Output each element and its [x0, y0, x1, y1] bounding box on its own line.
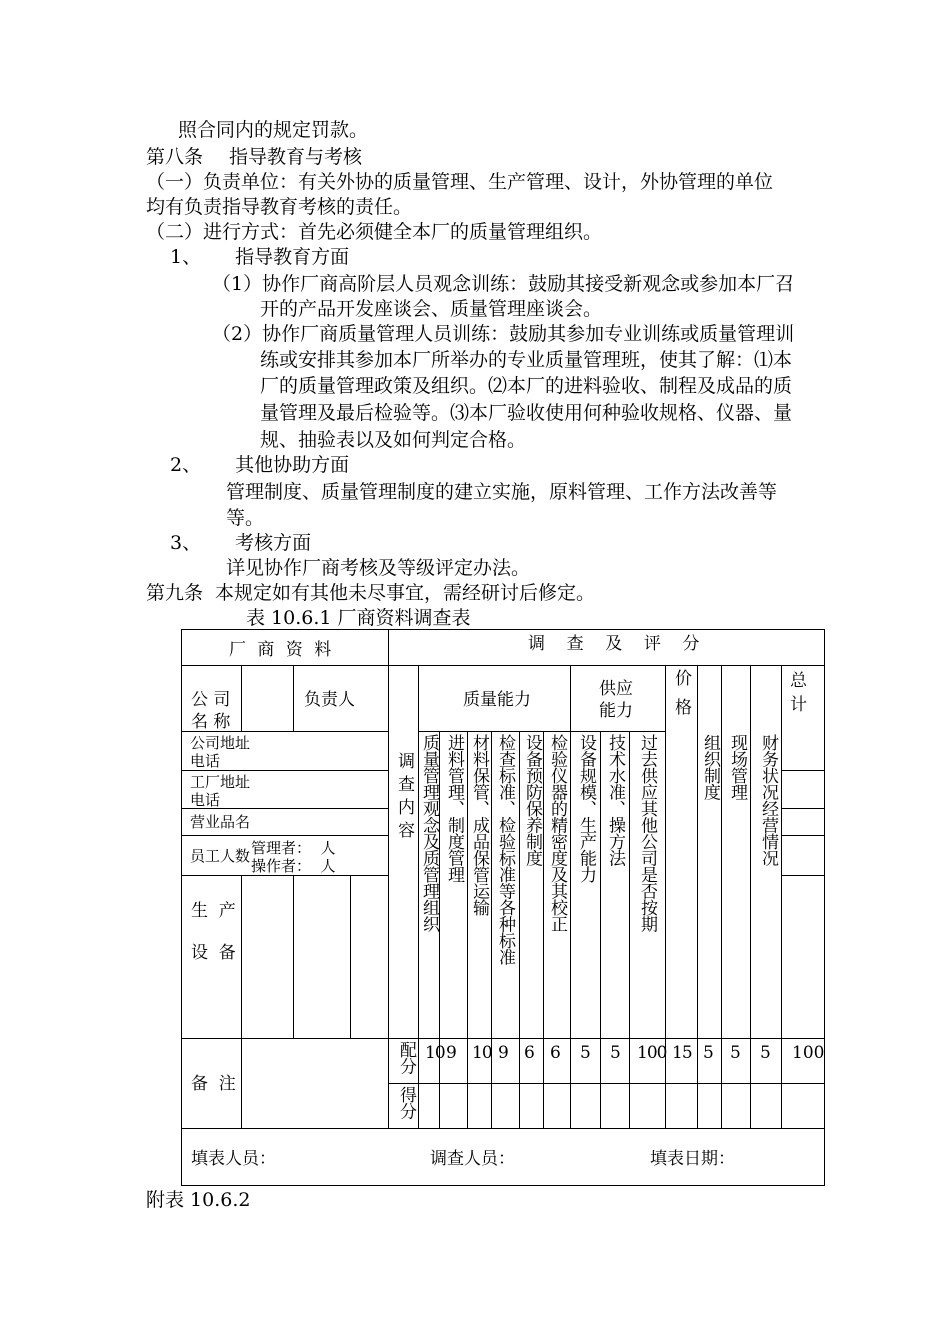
paragraph-line: 均有负责指导教育考核的责任。 — [146, 196, 413, 218]
operators-label: 操作者： 人 — [251, 857, 336, 875]
survey-content-label: 调查内容 — [394, 752, 414, 844]
paragraph-line: （2）协作厂商质量管理人员训练：鼓励其参加专业训练或质量管理训 — [212, 323, 795, 345]
survey-item: 材料保管、成品保管运输 — [469, 734, 489, 916]
score-value: 5 — [703, 1043, 714, 1063]
owner-label: 负责人 — [304, 690, 355, 710]
section-number: 1、 — [170, 246, 202, 268]
paragraph-line: 详见协作厂商考核及等级评定办法。 — [226, 557, 531, 579]
factory-address-label: 工厂地址 电话 — [190, 773, 251, 809]
survey-item: 设备预防保养制度 — [522, 734, 542, 866]
paragraph-line: 练或安排其参加本厂所举办的专业质量管理班，使其了解：⑴本 — [260, 349, 793, 371]
staff-count-label: 员工人数 — [190, 847, 251, 865]
article-number: 第九条 — [146, 582, 204, 604]
score-value: 10 — [472, 1043, 492, 1063]
survey-item: 过去供应其他公司是否按期 — [637, 734, 657, 932]
section-title: 指导教育方面 — [235, 246, 350, 268]
price-header: 价格 — [671, 669, 691, 727]
survey-item: 现场管理 — [727, 734, 747, 800]
paragraph-line: 管理制度、质量管理制度的建立实施，原料管理、工作方法改善等 — [226, 481, 778, 503]
survey-item: 组织制度 — [700, 734, 720, 800]
paragraph-line: 规、抽验表以及如何判定合格。 — [260, 429, 527, 451]
survey-item: 进料管理、制度管理 — [444, 734, 464, 883]
paragraph-line: 照合同内的规定罚款。 — [178, 119, 369, 141]
section-title: 考核方面 — [235, 532, 312, 554]
investigator-label: 调查人员： — [430, 1149, 515, 1169]
score-value: 100 — [792, 1043, 825, 1063]
paragraph-line: （一）负责单位：有关外协的质量管理、生产管理、设计，外协管理的单位 — [146, 171, 774, 193]
score-value: 9 — [498, 1043, 509, 1063]
paragraph-line: 厂的质量管理政策及组织。⑵本厂的进料验收、制程及成品的质 — [260, 375, 793, 397]
paragraph-line: 开的产品开发座谈会、质量管理座谈会。 — [260, 298, 603, 320]
paragraph-line: （1）协作厂商高阶层人员观念训练：鼓励其接受新观念或参加本厂召 — [212, 273, 795, 295]
table-caption: 表 10.6.1 厂商资料调查表 — [246, 607, 471, 629]
survey-item: 设备规模、生产能力 — [576, 734, 596, 883]
equipment-label: 设 备 — [191, 943, 236, 963]
company-name-label: 公 司 名 称 — [191, 690, 231, 732]
article-text: 本规定如有其他未尽事宜，需经研讨后修定。 — [215, 582, 596, 604]
got-score-row-label: 得分 — [396, 1086, 416, 1119]
score-value: 5 — [610, 1043, 621, 1063]
business-items-label: 营业品名 — [190, 813, 251, 831]
survey-item: 财务状况经营情况 — [758, 734, 778, 866]
score-value: 6 — [524, 1043, 535, 1063]
survey-item: 技术水准、操方法 — [605, 734, 625, 866]
paragraph-line: （二）进行方式：首先必须健全本厂的质量管理组织。 — [146, 221, 603, 243]
article-number: 第八条 — [146, 146, 204, 168]
section-number: 2、 — [170, 454, 202, 476]
survey-item: 检验仪器的精密度及其校正 — [547, 734, 567, 932]
equipment-label: 生 产 — [191, 901, 236, 921]
supply-ability-header: 供应 能力 — [599, 679, 633, 721]
filler-label: 填表人员： — [191, 1149, 276, 1169]
quality-ability-header: 质量能力 — [463, 690, 531, 710]
score-value: 6 — [550, 1043, 561, 1063]
score-value: 5 — [760, 1043, 771, 1063]
survey-item: 检查标准、检验标准等各种标准 — [495, 734, 515, 965]
managers-label: 管理者： 人 — [251, 839, 336, 857]
section-number: 3、 — [170, 532, 202, 554]
vendor-info-header: 厂 商 资 料 — [229, 640, 335, 660]
score-value: 9 — [446, 1043, 457, 1063]
appendix-label: 附表 10.6.2 — [146, 1189, 251, 1211]
score-value: 5 — [730, 1043, 741, 1063]
total-header: 总 计 — [790, 671, 807, 715]
remarks-label: 备 注 — [191, 1074, 236, 1094]
score-value: 15 — [672, 1043, 692, 1063]
score-value: 10 — [425, 1043, 445, 1063]
paragraph-line: 量管理及最后检验等。⑶本厂验收使用何种验收规格、仪器、量 — [260, 402, 793, 424]
paragraph-line: 等。 — [226, 507, 265, 529]
article-title: 指导教育与考核 — [229, 146, 363, 168]
fill-date-label: 填表日期： — [650, 1149, 735, 1169]
section-title: 其他协助方面 — [235, 454, 350, 476]
score-value: 5 — [580, 1043, 591, 1063]
company-address-label: 公司地址 电话 — [190, 734, 251, 770]
survey-item: 质量管理观念及质管理组织 — [419, 734, 439, 932]
score-row-label: 配分 — [396, 1041, 416, 1074]
score-value: 100 — [637, 1043, 667, 1063]
survey-header: 调 查 及 评 分 — [528, 634, 700, 654]
